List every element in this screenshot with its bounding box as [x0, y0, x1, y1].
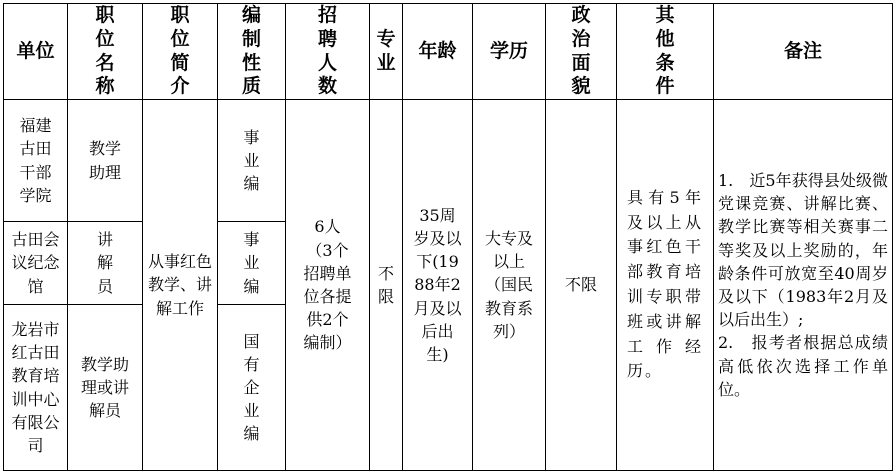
header-staffing-nature: 编制性质 — [218, 4, 286, 100]
education-cell: 大专及以上（国民教育系列） — [473, 100, 546, 471]
other-conditions-cell: 具有5年及以上从事红色干部教育培训专职带班或讲解工作经历。 — [617, 100, 714, 471]
major-cell: 不限 — [370, 100, 403, 471]
header-other-conditions: 其他条件 — [617, 4, 714, 100]
note-item: 1. 近5年获得县处级微党课竞赛、讲解比赛、教学比赛等相关赛事二等奖及以上奖励的，年龄条件可放宽至40周岁及以下（1983年2月及以后出生）; — [718, 171, 888, 330]
header-headcount: 招聘人数 — [286, 4, 370, 100]
nature-cell: 事业编 — [218, 100, 286, 222]
position-cell: 教学助理或讲解员 — [68, 305, 143, 471]
header-unit: 单位 — [4, 4, 68, 100]
intro-cell: 从事红色教学、讲解工作 — [143, 100, 218, 471]
headcount-cell: 6人（3个招聘单位各提供2个编制） — [286, 100, 370, 471]
header-major: 专业 — [370, 4, 403, 100]
header-age: 年龄 — [403, 4, 473, 100]
unit-cell: 古田会议纪念馆 — [4, 222, 68, 305]
notes-cell — [714, 100, 893, 471]
nature-cell: 事业编 — [218, 222, 286, 305]
unit-cell: 龙岩市红古田教育培训中心有限公司 — [4, 305, 68, 471]
unit-cell: 福建古田干部学院 — [4, 100, 68, 222]
nature-cell: 国有企业编 — [218, 305, 286, 471]
position-cell: 教学助理 — [68, 100, 143, 222]
note-item: 2. 报考者根据总成绩高低依次选择工作单位。 — [718, 333, 888, 399]
age-cell: 35周岁及以下(1988年2月及以后出生) — [403, 100, 473, 471]
header-political-status: 政治面貌 — [546, 4, 617, 100]
header-position-name: 职位名称 — [68, 4, 143, 100]
header-education: 学历 — [473, 4, 546, 100]
header-notes: 备注 — [714, 4, 893, 100]
table-row — [4, 100, 893, 222]
header-row — [4, 4, 893, 100]
position-cell: 讲解员 — [68, 222, 143, 305]
recruitment-table — [3, 3, 893, 471]
political-status-cell: 不限 — [546, 100, 617, 471]
header-position-intro: 职位简介 — [143, 4, 218, 100]
